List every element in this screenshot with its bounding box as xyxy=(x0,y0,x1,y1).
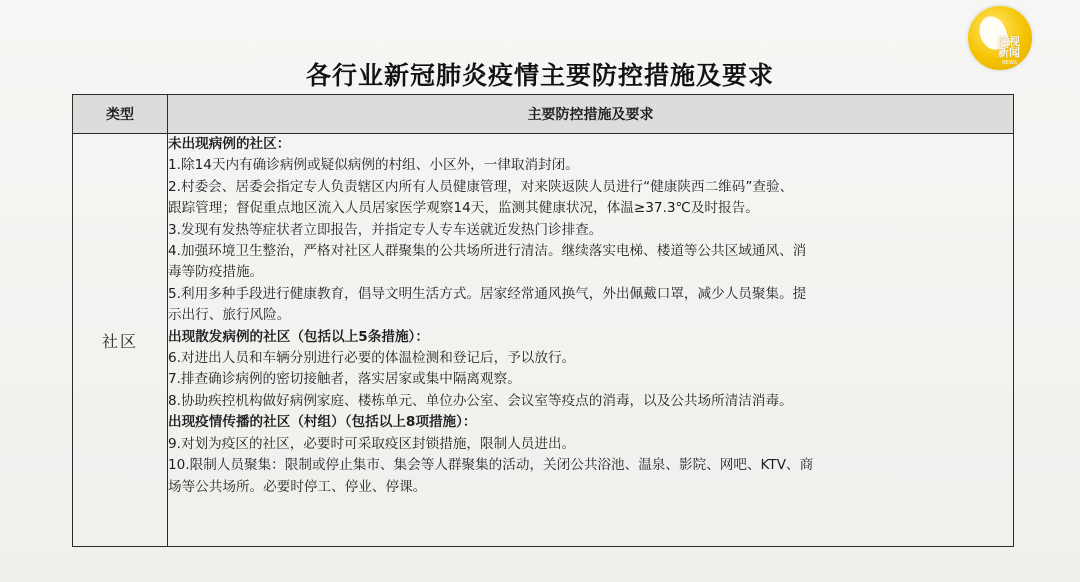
section-heading: 出现疫情传播的社区（村组）（包括以上8项措施）： xyxy=(168,414,477,431)
measures-table xyxy=(72,94,1014,547)
item-text-continued: 示出行、旅行风险。 xyxy=(168,307,291,324)
list-item xyxy=(168,455,1013,498)
logo-text-line1: 陕视 xyxy=(998,35,1020,48)
item-text-continued: 场等公共场所。必要时停工、停业、停课。 xyxy=(168,478,427,495)
document-title: 各行业新冠肺炎疫情主要防控措施及要求 xyxy=(305,61,774,90)
list-item xyxy=(168,220,1013,241)
logo-text-line2: 新闻 xyxy=(998,46,1020,59)
logo-text xyxy=(998,36,1030,58)
header-type: 类型 xyxy=(73,95,168,134)
list-item xyxy=(168,177,1013,220)
item-text: 3.发现有发热等症状者立即报告，并指定专人专车送就近发热门诊排查。 xyxy=(168,221,603,238)
item-text: 7.排查确诊病例的密切接触者，落实居家或集中隔离观察。 xyxy=(168,371,521,388)
section-heading: 出现散发病例的社区（包括以上5条措施）： xyxy=(168,328,429,345)
list-item xyxy=(168,155,1013,176)
list-item xyxy=(168,348,1013,369)
item-text: 5.利用多种手段进行健康教育，倡导文明生活方式。居家经常通风换气，外出佩戴口罩，减少人员聚集。提 xyxy=(168,285,807,302)
section-heading: 未出现病例的社区： xyxy=(168,136,291,152)
list-item xyxy=(168,434,1013,455)
news-logo xyxy=(968,6,1032,70)
item-text: 2.村委会、居委会指定专人负责辖区内所有人员健康管理，对来陕返陕人员进行“健康陕西二维码”查验、 xyxy=(168,178,794,195)
list-item xyxy=(168,391,1013,412)
type-cell: 社区 xyxy=(73,134,168,547)
item-text: 4.加强环境卫生整治，严格对社区人群聚集的公共场所进行清洁。继续落实电梯、楼道等公共区域通风、消 xyxy=(168,243,807,260)
item-text: 1.除14天内有确诊病例或疑似病例的村组、小区外，一律取消封闭。 xyxy=(168,157,579,174)
table-header-row xyxy=(73,95,1014,134)
header-measures: 主要防控措施及要求 xyxy=(168,95,1014,134)
item-text: 6.对进出人员和车辆分别进行必要的体温检测和登记后，予以放行。 xyxy=(168,350,576,367)
table-row xyxy=(73,134,1014,547)
logo-sub: NEWS xyxy=(1002,60,1018,66)
list-item xyxy=(168,284,1013,327)
item-text-continued: 跟踪管理；督促重点地区流入人员居家医学观察14天，监测其健康状况，体温≥37.3℃及时报告。 xyxy=(168,200,759,217)
measures-content xyxy=(168,134,1013,498)
item-text: 9.对划为疫区的社区，必要时可采取疫区封锁措施，限制人员进出。 xyxy=(168,435,576,452)
list-item xyxy=(168,241,1013,284)
item-text-continued: 毒等防疫措施。 xyxy=(168,264,264,281)
list-item xyxy=(168,369,1013,390)
content-cell xyxy=(168,134,1014,547)
item-text: 10.限制人员聚集：限制或停止集市、集会等人群聚集的活动，关闭公共浴池、温泉、影院、网吧、KTV、商 xyxy=(168,457,814,474)
item-text: 8.协助疾控机构做好病例家庭、楼栋单元、单位办公室、会议室等疫点的消毒，以及公共场所清洁消毒。 xyxy=(168,392,793,409)
